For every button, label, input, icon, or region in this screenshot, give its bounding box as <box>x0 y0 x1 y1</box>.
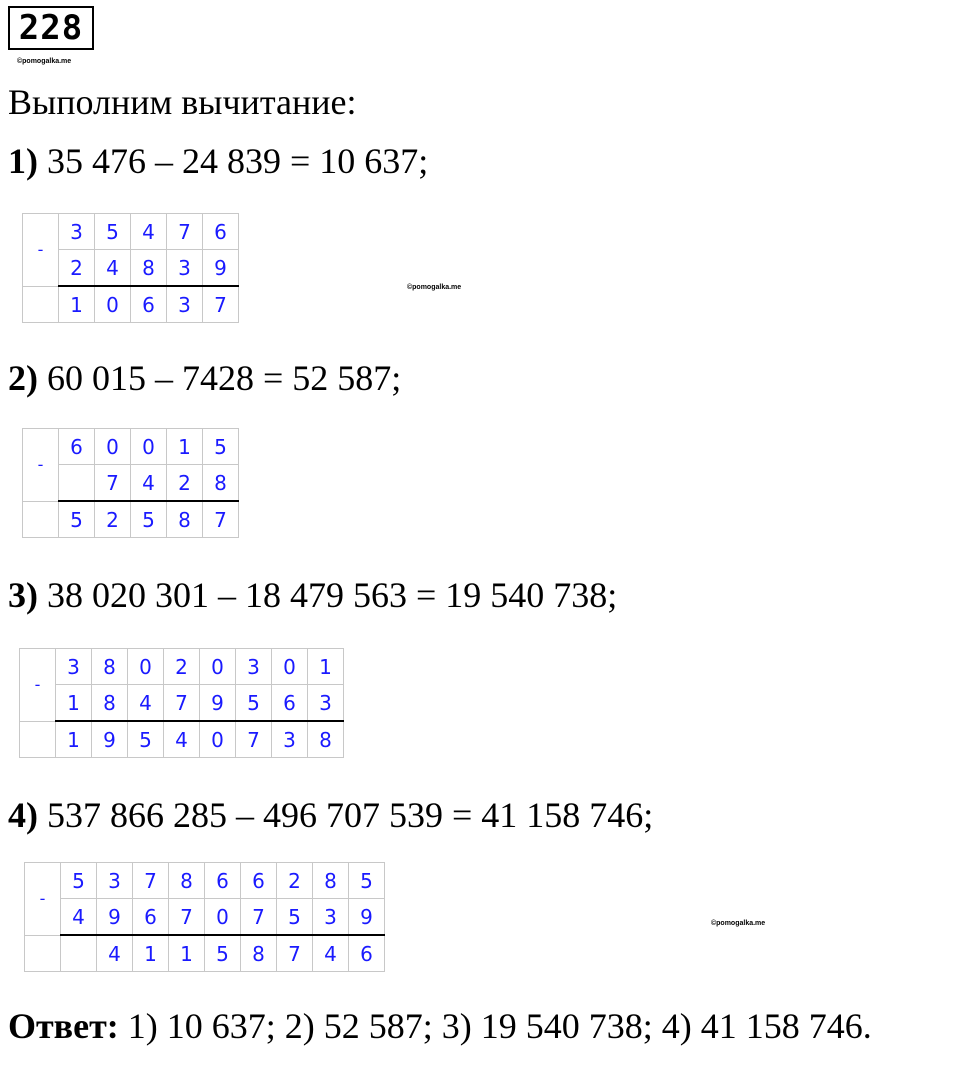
digit-cell: 8 <box>92 649 128 685</box>
digit-cell: 8 <box>167 501 203 538</box>
digit-row <box>25 899 385 936</box>
digit-cell: 2 <box>277 863 313 899</box>
digit-cell: 0 <box>95 429 131 465</box>
digit-cell: 4 <box>61 899 97 936</box>
empty-cell <box>23 286 59 323</box>
digit-row <box>23 214 239 250</box>
digit-cell: 0 <box>200 721 236 758</box>
digit-row <box>23 286 239 323</box>
digit-cell: 9 <box>203 250 239 287</box>
example-2-expression: 60 015 – 7428 = 52 587; <box>47 358 402 398</box>
digit-cell: 3 <box>59 214 95 250</box>
digit-cell: 1 <box>167 429 203 465</box>
digit-cell: 4 <box>164 721 200 758</box>
digit-cell: 1 <box>56 685 92 722</box>
digit-cell: 6 <box>205 863 241 899</box>
example-3-index: 3) <box>8 575 38 615</box>
digit-cell: 6 <box>349 935 385 972</box>
digit-cell: 0 <box>200 649 236 685</box>
digit-cell: 5 <box>59 501 95 538</box>
example-4-expression: 537 866 285 – 496 707 539 = 41 158 746; <box>47 795 654 835</box>
digit-row <box>20 649 344 685</box>
digit-cell: 6 <box>59 429 95 465</box>
digit-cell: 3 <box>272 721 308 758</box>
digit-cell: 2 <box>59 250 95 287</box>
digit-cell: 5 <box>277 899 313 936</box>
digit-cell: 0 <box>128 649 164 685</box>
column-subtraction-4 <box>24 862 385 972</box>
example-1-expression: 35 476 – 24 839 = 10 637; <box>47 141 429 181</box>
digit-cell: 3 <box>97 863 133 899</box>
example-1-index: 1) <box>8 141 38 181</box>
digit-cell: 7 <box>169 899 205 936</box>
digit-row <box>25 863 385 899</box>
digit-cell: 7 <box>236 721 272 758</box>
digit-cell: 8 <box>169 863 205 899</box>
digit-cell: 3 <box>167 286 203 323</box>
digit-cell: 5 <box>61 863 97 899</box>
digit-cell: 9 <box>92 721 128 758</box>
digit-cell: 6 <box>241 863 277 899</box>
digit-cell: 3 <box>236 649 272 685</box>
digit-cell: 0 <box>272 649 308 685</box>
example-4-index: 4) <box>8 795 38 835</box>
task-number: 228 <box>8 6 94 50</box>
watermark-top: ©pomogalka.me <box>17 58 72 65</box>
example-2-line <box>8 356 401 400</box>
example-2-index: 2) <box>8 358 38 398</box>
digit-row <box>20 685 344 722</box>
digit-cell <box>61 935 97 972</box>
empty-cell <box>20 721 56 758</box>
example-3-expression: 38 020 301 – 18 479 563 = 19 540 738; <box>47 575 618 615</box>
digit-cell: 4 <box>95 250 131 287</box>
digit-cell: 3 <box>167 250 203 287</box>
digit-cell: 3 <box>308 685 344 722</box>
digit-cell: 7 <box>241 899 277 936</box>
answer-label: Ответ: <box>8 1006 119 1046</box>
digit-cell: 1 <box>133 935 169 972</box>
digit-row <box>25 935 385 972</box>
minus-sign: - <box>20 649 56 722</box>
digit-cell: 8 <box>131 250 167 287</box>
digit-cell: 5 <box>203 429 239 465</box>
digit-cell: 9 <box>97 899 133 936</box>
digit-cell: 5 <box>236 685 272 722</box>
digit-cell: 0 <box>205 899 241 936</box>
digit-cell: 5 <box>131 501 167 538</box>
digit-cell: 7 <box>203 286 239 323</box>
digit-cell: 5 <box>205 935 241 972</box>
answer-text: 1) 10 637; 2) 52 587; 3) 19 540 738; 4) 41 158 746. <box>118 1006 872 1046</box>
digit-row <box>20 721 344 758</box>
example-1-line <box>8 139 428 183</box>
digit-cell: 9 <box>200 685 236 722</box>
digit-cell: 4 <box>313 935 349 972</box>
digit-cell: 2 <box>164 649 200 685</box>
column-subtraction-2 <box>22 428 239 538</box>
digit-cell: 7 <box>95 465 131 502</box>
digit-cell: 1 <box>59 286 95 323</box>
digit-cell: 6 <box>131 286 167 323</box>
column-subtraction-3 <box>19 648 344 758</box>
digit-cell: 8 <box>241 935 277 972</box>
minus-sign: - <box>23 214 59 287</box>
digit-cell: 8 <box>92 685 128 722</box>
empty-cell <box>23 501 59 538</box>
digit-cell: 4 <box>131 465 167 502</box>
digit-cell: 8 <box>313 863 349 899</box>
digit-cell: 7 <box>164 685 200 722</box>
example-3-line <box>8 573 617 617</box>
minus-sign: - <box>23 429 59 502</box>
digit-cell: 3 <box>56 649 92 685</box>
digit-cell: 2 <box>167 465 203 502</box>
digit-cell: 7 <box>133 863 169 899</box>
intro-text: Выполним вычитание: <box>8 82 357 122</box>
digit-cell: 2 <box>95 501 131 538</box>
digit-cell: 7 <box>277 935 313 972</box>
digit-cell: 1 <box>308 649 344 685</box>
digit-cell: 8 <box>203 465 239 502</box>
digit-row <box>23 501 239 538</box>
digit-cell: 6 <box>133 899 169 936</box>
example-4-line <box>8 793 653 837</box>
digit-cell: 9 <box>349 899 385 936</box>
empty-cell <box>25 935 61 972</box>
digit-cell: 7 <box>203 501 239 538</box>
digit-cell: 7 <box>167 214 203 250</box>
digit-cell: 1 <box>169 935 205 972</box>
digit-cell: 4 <box>131 214 167 250</box>
digit-cell: 8 <box>308 721 344 758</box>
digit-cell: 1 <box>56 721 92 758</box>
watermark-bottom: ©pomogalka.me <box>711 920 766 927</box>
digit-cell: 6 <box>203 214 239 250</box>
column-subtraction-1 <box>22 213 239 323</box>
minus-sign: - <box>25 863 61 936</box>
digit-cell: 5 <box>128 721 164 758</box>
watermark-middle: ©pomogalka.me <box>407 284 462 291</box>
answer-line <box>8 1004 872 1048</box>
digit-cell: 0 <box>95 286 131 323</box>
digit-cell: 0 <box>131 429 167 465</box>
digit-cell: 6 <box>272 685 308 722</box>
digit-cell: 4 <box>128 685 164 722</box>
digit-cell <box>59 465 95 502</box>
digit-cell: 5 <box>95 214 131 250</box>
digit-cell: 3 <box>313 899 349 936</box>
digit-cell: 5 <box>349 863 385 899</box>
digit-row <box>23 429 239 465</box>
digit-cell: 4 <box>97 935 133 972</box>
